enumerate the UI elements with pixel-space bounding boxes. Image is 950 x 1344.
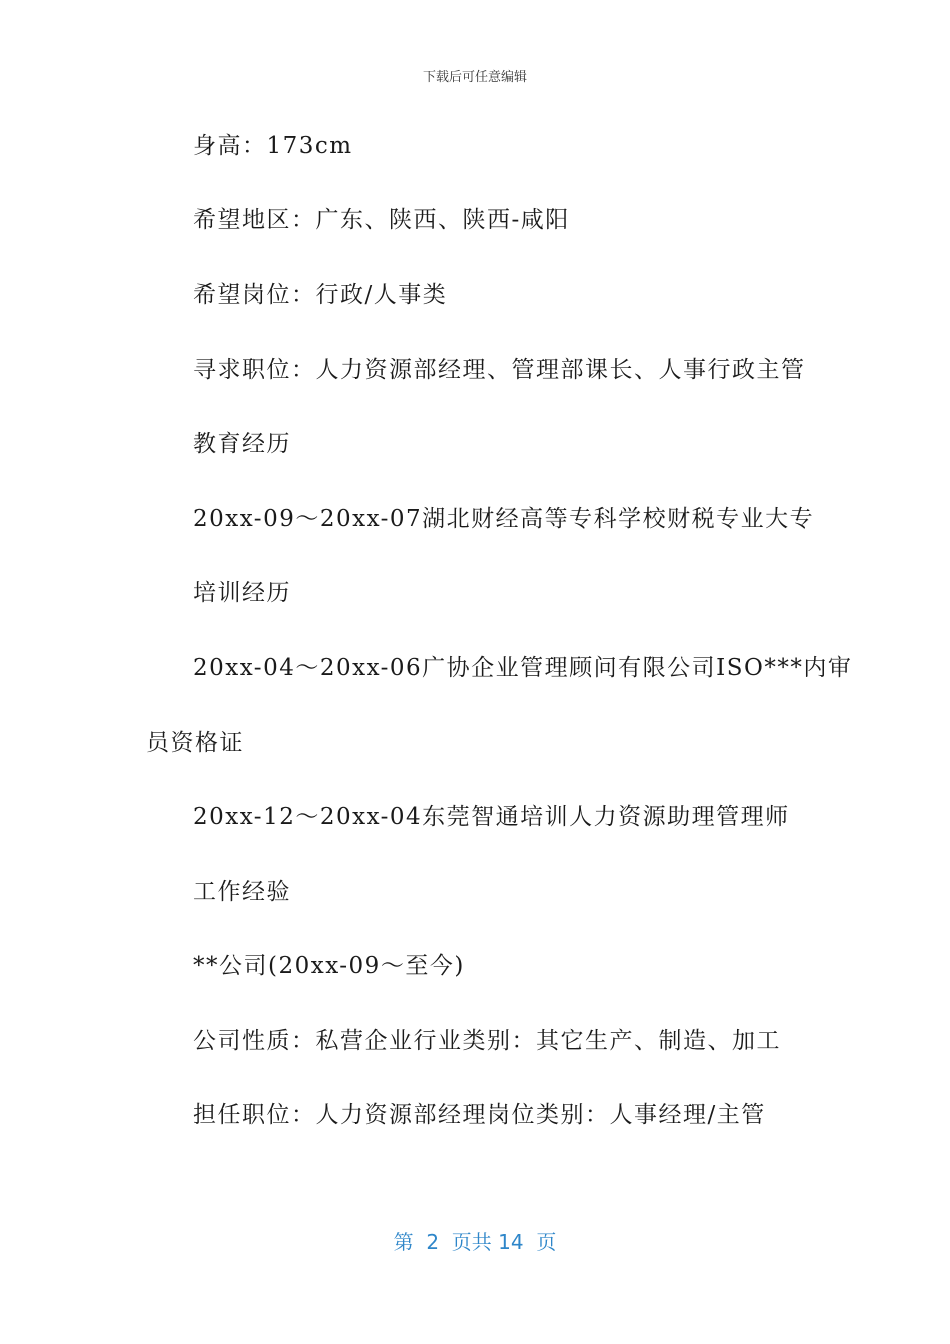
company-nature-line: 公司性质：私营企业行业类别：其它生产、制造、加工 — [193, 1028, 781, 1054]
desired-post-line: 希望岗位：行政/人事类 — [193, 282, 448, 308]
education-entry: 20xx-09～20xx-07湖北财经高等专科学校财税专业大专 — [193, 506, 815, 532]
education-heading: 教育经历 — [193, 431, 291, 457]
sought-position-line: 寻求职位：人力资源部经理、管理部课长、人事行政主管 — [193, 357, 806, 383]
page-header: 下载后可任意编辑 — [422, 70, 527, 85]
desired-region-line: 希望地区：广东、陕西、陕西-咸阳 — [193, 207, 570, 233]
work-experience-heading: 工作经验 — [193, 879, 291, 905]
page-number-footer: 第 2 页共 14 页 — [393, 1230, 557, 1254]
training-heading: 培训经历 — [193, 580, 291, 606]
training-entry-1: 20xx-04～20xx-06广协企业管理顾问有限公司ISO***内审 — [193, 655, 853, 681]
position-held-line: 担任职位：人力资源部经理岗位类别：人事经理/主管 — [193, 1102, 766, 1128]
height-line: 身高：173cm — [193, 133, 353, 159]
training-entry-1-continued: 员资格证 — [146, 730, 244, 756]
company-line: **公司(20xx-09～至今) — [193, 953, 465, 979]
training-entry-2: 20xx-12～20xx-04东莞智通培训人力资源助理管理师 — [193, 804, 790, 830]
